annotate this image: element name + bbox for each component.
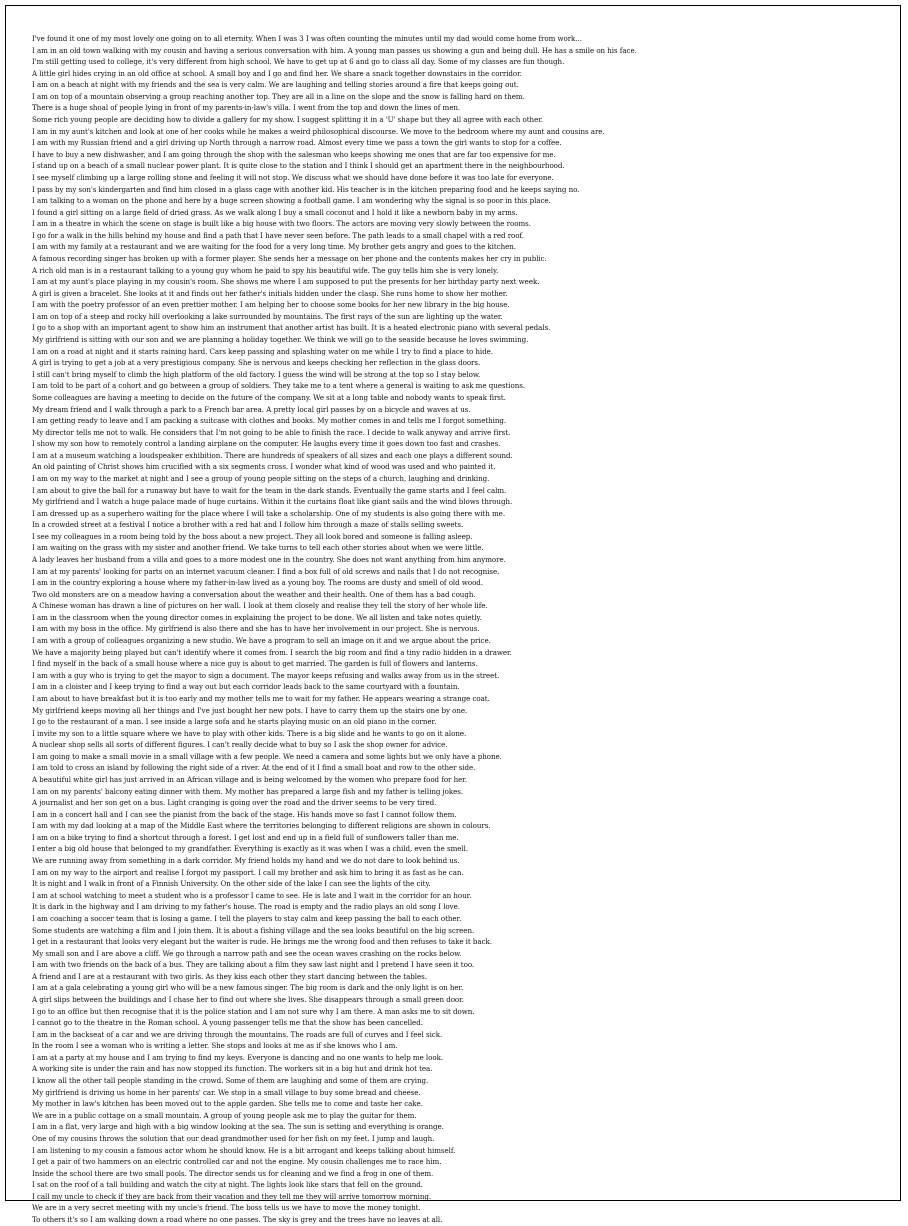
document-line: I am in an old town walking with my cousin and having a serious conversation with him. A young man passes us showing a gun and being dull. He has a smile on his face.	[32, 45, 637, 55]
document-line: My director tells me not to walk. He considers that I'm not going to be able to finish the race. I decide to walk anyway and arrive first.	[32, 427, 511, 437]
document-line: I am in a flat, very large and high with a big window looking at the sea. The sun is setting and everything is orange.	[32, 1122, 444, 1132]
document-line: I am with my dad looking at a map of the Middle East where the territories belonging to different religions are shown in colours.	[32, 821, 491, 831]
document-line: Inside the school there are two small pools. The director sends us for cleaning and we find a frog in one of them.	[32, 1168, 434, 1178]
document-line: My girlfriend keeps moving all her things and I've just bought her new pots. I have to carry them up the stairs one by one.	[32, 705, 468, 715]
document-line: I am told to cross an island by following the right side of a river. At the end of it I find a small boat and row to the other side.	[32, 763, 476, 773]
document-line: I go for a walk in the hills behind my house and find a path that I have never seen before. The path leads to a small chapel with a red roof.	[32, 230, 525, 240]
document-line: I am on my parents' balcony eating dinner with them. My mother has prepared a large fish and my father is telling jokes.	[32, 786, 464, 796]
document-line: Some colleagues are having a meeting to decide on the future of the company. We sit at a long table and nobody wants to speak first.	[32, 392, 506, 402]
document-line: A journalist and her son get on a bus. Light cranging is going over the road and the driver seems to be very tired.	[32, 798, 437, 808]
document-line: My girlfriend and I watch a huge palace made of huge curtains. Within it the curtains float like giant sails and the wind blows through.	[32, 497, 513, 507]
document-line: A girl is trying to get a job at a very prestigious company. She is nervous and keeps checking her reflection in the glass doors.	[32, 358, 481, 368]
document-line: I go to a shop with an important agent to show him an instrument that another artist has built. It is a heated electronic piano with several pedals.	[32, 323, 551, 333]
document-line: I am with my family at a restaurant and we are waiting for the food for a very long time. My brother gets angry and goes to the kitchen.	[32, 242, 517, 252]
document-line: One of my cousins throws the solution that our dead grandmother used for her fish on my feet. I jump and laugh.	[32, 1133, 435, 1143]
document-line: I've found it one of my most lovely one going on to all eternity. When I was 3 I was often counting the minutes until my dad would come home from work...	[32, 34, 582, 43]
document-line: I am in the classroom when the young director comes in explaining the project to be done. We all listen and take notes quietly.	[32, 612, 482, 622]
document-line: I stand up on a beach of a small nuclear power plant. It is quite close to the station and I think I should get an apartment there in the neighbourhood.	[32, 161, 565, 171]
document-line: It is night and I walk in front of a Finnish University. On the other side of the lake I can see the lights of the city.	[32, 879, 431, 889]
document-line: Some rich young people are deciding how to divide a gallery for my show. I suggest splitting it in a 'U' shape but they all agree with each other.	[32, 115, 543, 125]
document-line: I am with a guy who is trying to get the mayor to sign a document. The mayor keeps refusing and walks away from us in the street.	[32, 670, 500, 680]
document-line: I am about to have breakfast but it is too early and my mother tells me to wait for my father. He appears wearing a strange coat.	[32, 693, 490, 703]
document-line: I still can't bring myself to climb the high platform of the old factory. I guess the wind will be strong at the top so I stay below.	[32, 369, 481, 379]
document-line: I show my son how to remotely control a landing airplane on the computer. He laughs every time it goes down too fast and crashes.	[32, 439, 501, 449]
document-line: I go to an office but then recognise that it is the police station and I am not sure why I am there. A man asks me to sit down.	[32, 1006, 475, 1016]
document-line: It is dark in the highway and I am driving to my father's house. The road is empty and the radio plays an old song I love.	[32, 902, 460, 912]
document-line: I see myself climbing up a large rolling stone and feeling it will not stop. We discuss what we should have done before it was too late for everyone.	[32, 172, 554, 182]
document-line: I found a girl sitting on a large field of dried grass. As we walk along I buy a small coconut and I hold it like a newborn baby in my arms.	[32, 207, 518, 217]
document-line: I am going to make a small movie in a small village with a few people. We need a camera and some lights but we only have a phone.	[32, 751, 502, 761]
document-line: I sat on the roof of a tall building and watch the city at night. The lights look like stars that fell on the ground.	[32, 1180, 423, 1190]
document-line: We are running away from something in a dark corridor. My friend holds my hand and we do not dare to look behind us.	[32, 856, 460, 866]
document-line: I am with a group of colleagues organizing a new studio. We have a program to sell an image on it and we argue about the price.	[32, 636, 491, 646]
document-line: I am at a party at my house and I am trying to find my keys. Everyone is dancing and no one wants to help me look.	[32, 1052, 444, 1062]
document-line: A Chinese woman has drawn a line of pictures on her wall. I look at them closely and realise they tell the story of her whole life.	[32, 601, 488, 611]
document-line: We have a majority being played but can't identify where it comes from. I search the big room and find a tiny radio hidden in a drawer.	[32, 647, 512, 657]
document-line: I know all the other tall people standing in the crowd. Some of them are laughing and some of them are crying.	[32, 1076, 429, 1086]
document-line: A girl is given a bracelet. She looks at it and finds out her father's initials hidden under the clasp. She runs home to show her mother.	[32, 288, 508, 298]
document-line: I am on a beach at night with my friends and the sea is very calm. We are laughing and telling stories around a fire that keeps going out.	[32, 80, 519, 90]
document-line: Some students are watching a film and I join them. It is about a fishing village and the sea looks beautiful on the big screen.	[32, 925, 475, 935]
document-line: I get in a restaurant that looks very elegant but the waiter is rude. He brings me the wrong food and then refuses to take it back.	[32, 937, 492, 947]
document-line: A lady leaves her husband from a villa and goes to a more modest one in the country. She does not want anything from him anymore.	[32, 555, 506, 565]
document-line: I am listening to my cousin a famous actor whom he should know. He is a bit arrogant and keeps talking about himself.	[32, 1145, 456, 1155]
document-line: I am about to give the ball for a runaway but have to wait for the team in the dark stands. Eventually the game starts and I feel calm.	[32, 485, 507, 495]
document-line: I find myself in the back of a small house where a nice guy is about to get married. The garden is full of flowers and lanterns.	[32, 659, 478, 669]
document-line: I am in a concert hall and I can see the pianist from the back of the stage. His hands move so fast I cannot follow them.	[32, 809, 457, 819]
document-line: I am on my way to the airport and realise I forgot my passport. I call my brother and ask him to bring it as fast as he can.	[32, 867, 464, 877]
document-line: I am at school watching to meet a student who is a professor I came to see. He is late and I wait in the corridor for an hour.	[32, 890, 472, 900]
document-lines	[32, 33, 878, 1226]
document-line: I am with my boss in the office. My girlfriend is also there and she has to have her involvement in our project. She is nervous.	[32, 624, 480, 634]
document-line: I am getting ready to leave and I am packing a suitcase with clothes and books. My mother comes in and tells me I forgot something.	[32, 416, 507, 426]
document-line: I am on top of a steep and rocky hill overlooking a lake surrounded by mountains. The first rays of the sun are lighting up the water.	[32, 311, 503, 321]
document-line: I am in a cloister and I keep trying to find a way out but each corridor leads back to the same courtyard with a fountain.	[32, 682, 460, 692]
document-line: I am dressed up as a superhero waiting for the place where I will take a scholarship. One of my students is also going there with me.	[32, 508, 506, 518]
document-line: I am on a road at night and it starts raining hard. Cars keep passing and splashing water on me while I try to find a place to hide.	[32, 346, 493, 356]
document-line: I am with my Russian friend and a girl driving up North through a narrow road. Almost every time we pass a town the girl wants to stop for a coffee.	[32, 138, 562, 148]
document-line: I invite my son to a little square where we have to play with other kids. There is a big slide and he wants to go on it alone.	[32, 728, 467, 738]
document-line: There is a huge shoal of people lying in front of my parents-in-law's villa. I went from the top and down the lines of men.	[32, 103, 461, 113]
document-line: I am at my parents' looking for parts on an internet vacuum cleaner. I find a box full of old screws and nails that I do not recognise.	[32, 566, 500, 576]
document-line: I have to buy a new dishwasher, and I am going through the shop with the salesman who keeps showing me ones that are far too expensive for me.	[32, 149, 556, 159]
document-line: To others it's so I am walking down a road where no one passes. The sky is grey and the trees have no leaves at all.	[32, 1214, 443, 1224]
document-line: I'm still getting used to college, it's very different from high school. We have to get up at 6 and go to class all day. Some of my classes are fun though.	[32, 57, 565, 67]
document-page	[5, 5, 901, 1224]
document-line: My small son and I are above a cliff. We go through a narrow path and see the ocean waves crashing on the rocks below.	[32, 948, 462, 958]
document-line: My girlfriend is driving us home in her parents' car. We stop in a small village to buy some bread and cheese.	[32, 1087, 421, 1097]
document-line: I see my colleagues in a room being told by the boss about a new project. They all look bored and someone is falling asleep.	[32, 531, 473, 541]
document-line: A little girl hides crying in an old office at school. A small boy and I go and find her. We share a snack together downstairs in the corridor.	[32, 68, 522, 78]
document-line: I am at my aunt's place playing in my cousin's room. She shows me where I am supposed to put the presents for her birthday party next week.	[32, 277, 540, 287]
document-line: A friend and I are at a restaurant with two girls. As they kiss each other they start dancing between the tables.	[32, 971, 427, 981]
document-line: I am in my aunt's kitchen and look at one of her cooks while he makes a weird philosophical discourse. We move to the bedroom where my aunt and cousins are.	[32, 126, 605, 136]
document-line: We are in a public cottage on a small mountain. A group of young people ask me to play the guitar for them.	[32, 1110, 417, 1120]
document-line: A famous recording singer has broken up with a former player. She sends her a message on her phone and the contents makes her cry in public.	[32, 253, 547, 263]
document-line: I pass by my son's kindergarten and find him closed in a glass cage with another kid. His teacher is in the kitchen preparing food and he keeps saying no.	[32, 184, 580, 194]
document-line: I am on top of a mountain observing a group reaching another top. They are all in a line on the slope and the snow is falling hard on them.	[32, 91, 525, 101]
document-line: I am in a theatre in which the scene on stage is built like a big house with two floors. The actors are moving very slowly between the rooms.	[32, 219, 531, 229]
document-line: I cannot go to the theatre in the Roman school. A young passenger tells me that the show has been cancelled.	[32, 1018, 423, 1028]
document-line: We are in a very secret meeting with my uncle's friend. The boss tells us we have to move the money tonight.	[32, 1203, 421, 1213]
document-line: An old painting of Christ shows him crucified with a six segments cross. I wonder what kind of wood was used and who painted it.	[32, 462, 496, 472]
document-line: A girl slips between the buildings and I chase her to find out where she lives. She disappears through a small green door.	[32, 994, 464, 1004]
document-line: I am in the backseat of a car and we are driving through the mountains. The roads are full of curves and I feel sick.	[32, 1029, 443, 1039]
document-line: I enter a big old house that belonged to my grandfather. Everything is exactly as it was when I was a child, even the smell.	[32, 844, 469, 854]
document-line: My girlfriend is sitting with our son and we are planning a holiday together. We think we will go to the seaside because he loves swimming.	[32, 335, 529, 345]
document-line: I am in the country exploring a house where my father-in-law lived as a young boy. The rooms are dusty and smell of old wood.	[32, 578, 483, 588]
document-line: I am waiting on the grass with my sister and another friend. We take turns to tell each other stories about when we were little.	[32, 543, 484, 553]
document-line: A beautiful white girl has just arrived in an African village and is being welcomed by the women who prepare food for her.	[32, 775, 468, 784]
document-line: Two old monsters are on a meadow having a conversation about the weather and their health. One of them has a bad cough.	[32, 589, 476, 599]
document-line: My dream friend and I walk through a park to a French bar area. A pretty local girl passes by on a bicycle and waves at us.	[32, 404, 471, 414]
document-line: My mother in law's kitchen has been moved out to the apple garden. She tells me to come and taste her cake.	[32, 1099, 423, 1109]
document-line: I am on my way to the market at night and I see a group of young people sitting on the steps of a church, laughing and drinking.	[32, 473, 490, 483]
document-line: In a crowded street at a festival I notice a brother with a red hat and I follow him through a maze of stalls selling sweets.	[32, 520, 464, 530]
document-line: In the room I see a woman who is writing a letter. She stops and looks at me as if she knows who I am.	[32, 1041, 398, 1051]
document-line: I get a pair of two hammers on an electric controlled car and not the engine. My cousin challenges me to race him.	[32, 1157, 442, 1167]
document-line: I am talking to a woman on the phone and here by a huge screen showing a football game. I am wondering why the signal is so poor in this place.	[32, 196, 551, 206]
document-line: A rich old man is in a restaurant talking to a young guy whom he paid to spy his beautiful wife. The guy tells him she is very lonely.	[32, 265, 499, 275]
document-line: I am on a bike trying to find a shortcut through a forest. I get lost and end up in a field full of sunflowers taller than me.	[32, 832, 459, 842]
document-line: I am coaching a soccer team that is losing a game. I tell the players to stay calm and keep passing the ball to each other.	[32, 913, 462, 923]
document-line: I call my uncle to check if they are back from their vacation and they tell me they will arrive tomorrow morning.	[32, 1191, 432, 1201]
document-line: A working site is under the rain and has now stopped its function. The workers sit in a big hut and drink hot tea.	[32, 1064, 433, 1074]
document-line: I am with two friends on the back of a bus. They are talking about a film they saw last night and I pretend I have seen it too.	[32, 960, 475, 970]
document-line: I am at a gala celebrating a young girl who will be a new famous singer. The big room is dark and the only light is on her.	[32, 983, 464, 993]
document-line: A nuclear shop sells all sorts of different figures. I can't really decide what to buy so I ask the shop owner for advice.	[32, 740, 448, 750]
document-line: I am at a museum watching a loudspeaker exhibition. There are hundreds of speakers of all sizes and each one plays a different sound.	[32, 450, 513, 460]
document-line: I am told to be part of a cohort and go between a group of soldiers. They take me to a tent where a general is waiting to ask me questions.	[32, 381, 526, 391]
document-line: I am with the poetry professor of an even prettier mother. I am helping her to choose some books for her new library in the big house.	[32, 300, 510, 310]
document-line: I go to the restaurant of a man. I see inside a large sofa and he starts playing music on an old piano in the corner.	[32, 717, 437, 727]
